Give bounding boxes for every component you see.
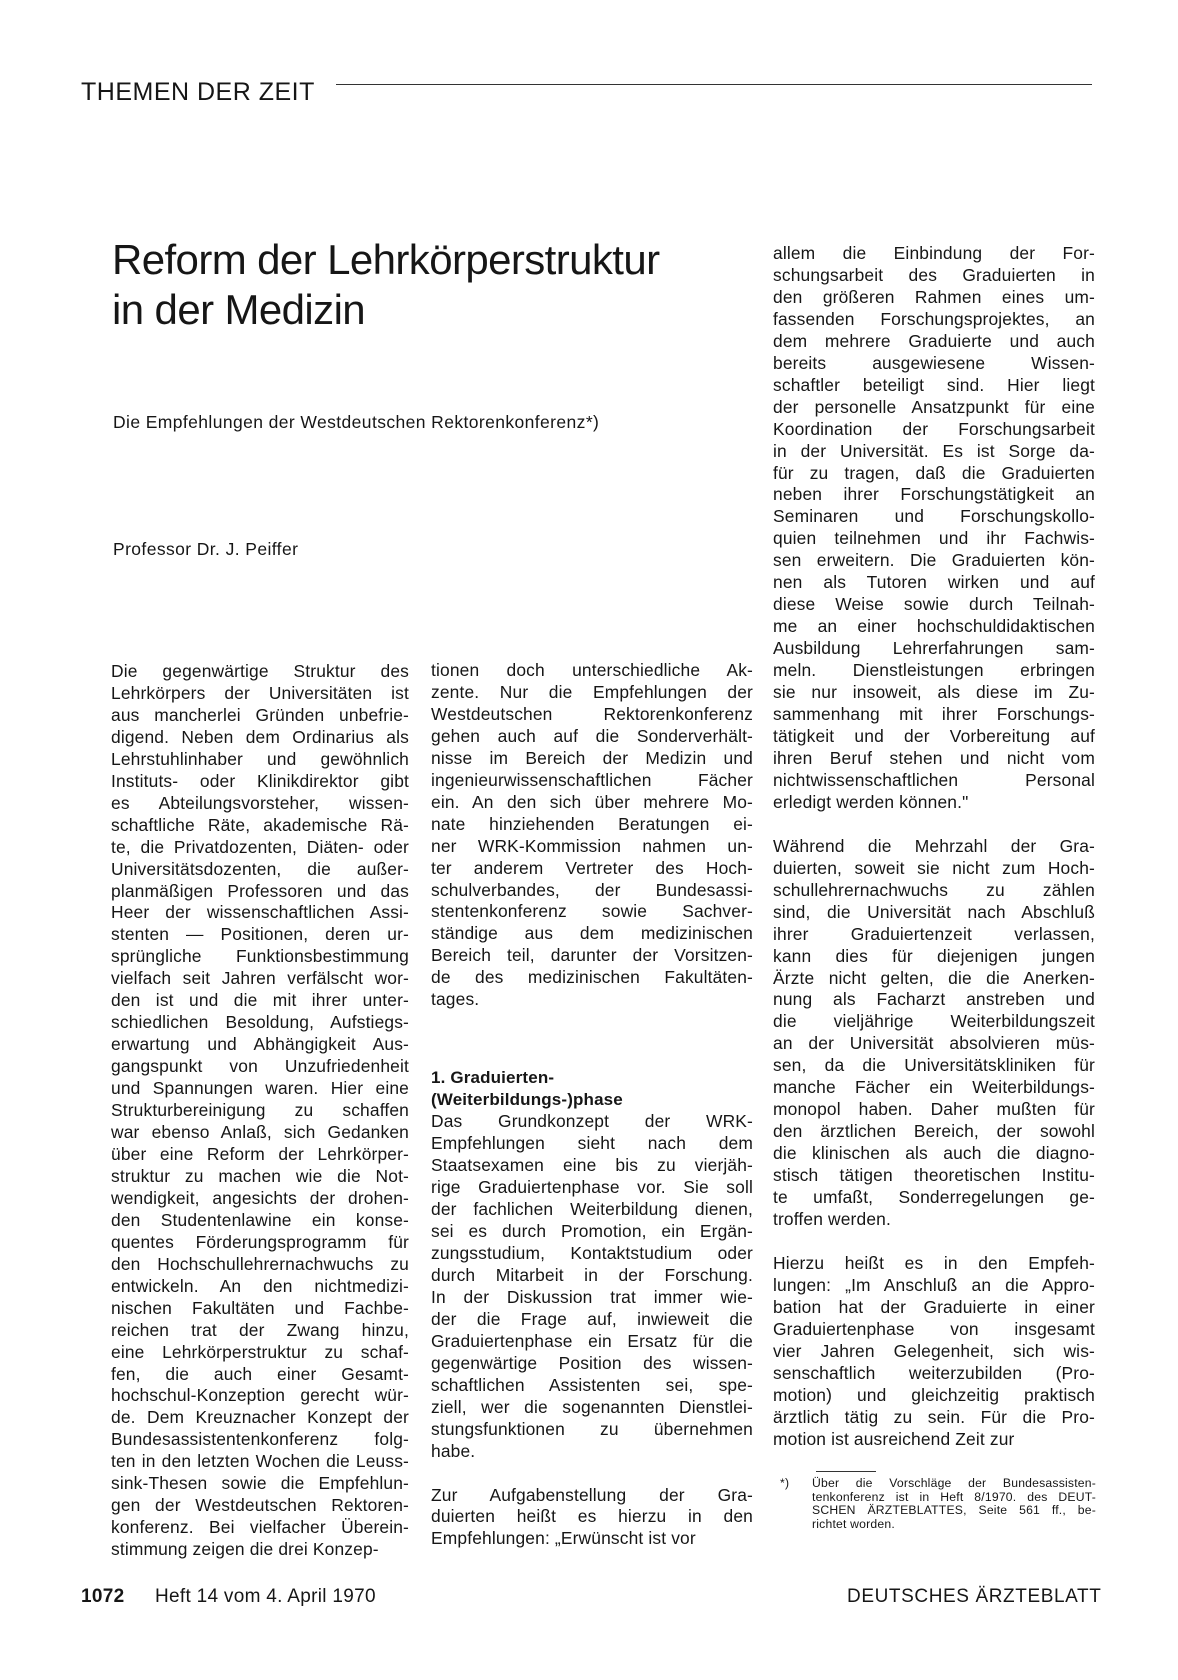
text-line: Lehrkörpers der Universitäten ist — [111, 682, 409, 703]
text-line: den Hochschullehrernachwuchs zu — [111, 1253, 409, 1274]
text-line: Hierzu heißt es in den Empfeh- — [773, 1252, 1095, 1273]
text-line: Ausbildung Lehrerfahrungen sam- — [773, 638, 1095, 659]
text-line: hochschul-Konzeption gerecht wür- — [111, 1385, 409, 1406]
text-line: Graduiertenphase von insgesamt — [773, 1318, 1095, 1339]
text-line: Bundesassistentenkonferenz folg- — [111, 1429, 409, 1450]
column-1 — [111, 661, 409, 1561]
text-line: schullehrernachwuchs zu zählen — [773, 879, 1095, 900]
text-line: die klinischen als auch die diagno- — [773, 1143, 1095, 1164]
text-line: kann dies für diejenigen jungen — [773, 945, 1095, 966]
text-line: sind, die Universität nach Abschluß — [773, 901, 1095, 922]
text-line: bereits ausgewiesene Wissen- — [773, 352, 1095, 373]
paragraph — [773, 1253, 1095, 1451]
text-line: Koordination der Forschungsarbeit — [773, 418, 1095, 439]
page-number: 1072 — [81, 1586, 125, 1607]
text-line: ein. An den sich über mehrere Mo- — [431, 791, 753, 812]
text-line: quien teilnehmen und ihr Fachwis- — [773, 528, 1095, 549]
text-line: schaftlichen Assistenten sei, spe- — [431, 1374, 753, 1395]
text-line: der die Frage auf, inwieweit die — [431, 1308, 753, 1329]
text-line: schaftliche Räte, akademische Rä- — [111, 814, 409, 835]
text-line: Zur Aufgabenstellung der Gra- — [431, 1484, 753, 1505]
text-line: digend. Neben dem Ordinarius als — [111, 726, 409, 747]
text-line: Graduiertenphase ein Ersatz für die — [431, 1330, 753, 1351]
paragraph — [431, 1485, 753, 1551]
text-line: und Spannungen waren. Hier eine — [111, 1078, 409, 1099]
text-line: habe. — [431, 1440, 476, 1461]
text-line: rige Graduiertenphase vor. Sie soll — [431, 1177, 753, 1198]
text-line: gehen auch auf die Sonderverhält- — [431, 725, 753, 746]
text-line: Seminaren und Forschungskollo- — [773, 506, 1095, 527]
text-line: ihren Beruf stehen und nicht vom — [773, 747, 1095, 768]
text-line: aus mancherlei Gründen unbefrie- — [111, 704, 409, 725]
text-line: ihrer Graduiertenzeit verlassen, — [773, 923, 1095, 944]
heading-line: 1. Graduierten- — [431, 1068, 555, 1088]
text-line: den größeren Rahmen eines um- — [773, 286, 1095, 307]
paragraph — [431, 660, 753, 1011]
journal-name: DEUTSCHES ÄRZTEBLATT — [847, 1586, 1102, 1607]
text-line: vier Jahren Gelegenheit, sich wis- — [773, 1340, 1095, 1361]
text-line: allem die Einbindung der For- — [773, 243, 1095, 263]
article-title — [112, 235, 752, 335]
text-line: stentenkonferenz sowie Sachver- — [431, 901, 753, 922]
text-line: quentes Förderungsprogramm für — [111, 1231, 409, 1252]
text-line: schaftler beteiligt sind. Hier liegt — [773, 374, 1095, 395]
text-line: Das Grundkonzept der WRK- — [431, 1111, 753, 1132]
text-line: Empfehlungen sieht nach dem — [431, 1133, 753, 1154]
text-line: zente. Nur die Empfehlungen der — [431, 681, 753, 702]
text-line: Während die Mehrzahl der Gra- — [773, 835, 1095, 856]
footnote-rule — [816, 1471, 876, 1472]
text-line: schulverbandes, der Bundesassi- — [431, 879, 753, 900]
text-line: nate hinziehenden Beratungen ei- — [431, 813, 753, 834]
footnote-mark: *) — [780, 1476, 790, 1490]
text-line: sei es durch Promotion, ein Ergän- — [431, 1221, 753, 1242]
text-line: SCHEN ÄRZTEBLATTES, Seite 561 ff., be- — [812, 1503, 1096, 1518]
text-line: sammenhang mit ihrer Forschungs- — [773, 704, 1095, 725]
text-line: Lehrstuhlinhaber und gewöhnlich — [111, 748, 409, 769]
text-line: zungsstudium, Kontaktstudium oder — [431, 1242, 753, 1263]
article-subtitle: Die Empfehlungen der Westdeutschen Rektorenkonferenz*) — [113, 412, 600, 432]
text-line: stimmung zeigen die drei Konzep- — [111, 1539, 379, 1560]
text-line: Heer der wissenschaftlichen Assi- — [111, 902, 409, 923]
text-line: nischen Fakultäten und Fachbe- — [111, 1297, 409, 1318]
text-line: Über die Vorschläge der Bundesassisten- — [812, 1476, 1096, 1490]
text-line: diese Weise sowie durch Teilnah- — [773, 594, 1095, 615]
text-line: durch Mitarbeit in der Forschung. — [431, 1264, 753, 1285]
text-line: sprüngliche Funktionsbestimmung — [111, 946, 409, 967]
text-line: ten in den letzten Wochen die Leuss- — [111, 1451, 409, 1472]
text-line: Instituts- oder Klinikdirektor gibt — [111, 770, 409, 791]
text-line: Westdeutschen Rektorenkonferenz — [431, 703, 753, 724]
text-line: ständige aus dem medizinischen — [431, 923, 753, 944]
text-line: tionen doch unterschiedliche Ak- — [431, 660, 753, 680]
text-line: bation hat der Graduierte in einer — [773, 1296, 1095, 1317]
text-line: dem mehrere Graduierte und auch — [773, 330, 1095, 351]
text-line: stungsfunktionen zu übernehmen — [431, 1418, 753, 1439]
text-line: lungen: „Im Anschluß an die Appro- — [773, 1274, 1095, 1295]
article-author: Professor Dr. J. Peiffer — [113, 539, 299, 559]
text-line: tages. — [431, 989, 480, 1010]
text-line: de des medizinischen Fakultäten- — [431, 967, 753, 988]
text-line: Ärzte nicht gelten, die die Anerken- — [773, 967, 1095, 988]
text-line: nen als Tutoren wirken und auf — [773, 572, 1095, 593]
section-header: THEMEN DER ZEIT — [81, 78, 315, 106]
text-line: ärztlich tätig zu sein. Für die Pro- — [773, 1406, 1095, 1427]
text-line: Universitätsdozenten, die außer- — [111, 858, 409, 879]
text-line: fen, die auch einer Gesamt- — [111, 1363, 409, 1384]
text-line: sink-Thesen sowie die Empfehlun- — [111, 1473, 409, 1494]
section-heading — [431, 1067, 753, 1111]
text-line: In der Diskussion trat immer wie- — [431, 1286, 753, 1307]
text-line: ingenieurwissenschaftlichen Fächer — [431, 769, 753, 790]
title-line: in der Medizin — [112, 286, 366, 333]
text-line: senschaftlich weiterzubilden (Pro- — [773, 1362, 1095, 1383]
text-line: nung als Facharzt anstreben und — [773, 989, 1095, 1010]
title-line: Reform der Lehrkörperstruktur — [112, 236, 660, 283]
text-line: wendigkeit, angesichts der drohen- — [111, 1187, 409, 1208]
text-line: die vieljährige Weiterbildungszeit — [773, 1011, 1095, 1032]
text-line: troffen werden. — [773, 1208, 891, 1229]
text-line: duierten heißt es hierzu in den — [431, 1506, 753, 1527]
text-line: Strukturbereinigung zu schaffen — [111, 1100, 409, 1121]
text-line: neben ihrer Forschungstätigkeit an — [773, 484, 1095, 505]
text-line: schungsarbeit des Graduierten in — [773, 264, 1095, 285]
text-line: ziell, wer die sogenannten Dienstlei- — [431, 1396, 753, 1417]
text-line: für zu tragen, daß die Graduierten — [773, 462, 1095, 483]
text-line: es Abteilungsvorsteher, wissen- — [111, 792, 409, 813]
text-line: richtet worden. — [812, 1516, 895, 1531]
text-line: sie nur insoweit, als diese im Zu- — [773, 682, 1095, 703]
text-line: gangspunkt von Unzufriedenheit — [111, 1056, 409, 1077]
paragraph — [773, 836, 1095, 1231]
text-line: manche Fächer ein Weiterbildungs- — [773, 1077, 1095, 1098]
text-line: meln. Dienstleistungen erbringen — [773, 660, 1095, 681]
text-line: den ärztlichen Bereich, der sowohl — [773, 1121, 1095, 1142]
text-line: nisse im Bereich der Medizin und — [431, 747, 753, 768]
text-line: in der Universität. Es ist Sorge da- — [773, 440, 1095, 461]
heading-line: (Weiterbildungs-)phase — [431, 1090, 623, 1110]
text-line: vielfach seit Jahren verfälscht wor- — [111, 968, 409, 989]
text-line: entwickeln. An den nichtmedizi- — [111, 1275, 409, 1296]
text-line: erwartung und Abhängigkeit Aus- — [111, 1034, 409, 1055]
text-line: Staatsexamen eine bis zu vierjäh- — [431, 1155, 753, 1176]
text-line: te, die Privatdozenten, Diäten- oder — [111, 836, 409, 857]
text-line: sen erweitern. Die Graduierten kön- — [773, 550, 1095, 571]
text-line: Die gegenwärtige Struktur des — [111, 661, 409, 681]
text-line: Empfehlungen: „Erwünscht ist vor — [431, 1528, 696, 1549]
text-line: Bereich teil, darunter der Vorsitzen- — [431, 945, 753, 966]
text-line: monopol haben. Daher mußten für — [773, 1099, 1095, 1120]
text-line: gen der Westdeutschen Rektoren- — [111, 1495, 409, 1516]
text-line: war ebenso Anlaß, sich Gedanken — [111, 1122, 409, 1143]
text-line: tenkonferenz ist in Heft 8/1970. des DEUT- — [812, 1489, 1096, 1504]
text-line: konferenz. Bei vielfacher Überein- — [111, 1517, 409, 1538]
text-line: te umfaßt, Sonderregelungen ge- — [773, 1187, 1095, 1208]
header-rule — [336, 84, 1092, 85]
issue-info: Heft 14 vom 4. April 1970 — [155, 1586, 376, 1607]
text-line: über eine Reform der Lehrkörper- — [111, 1143, 409, 1164]
paragraph — [111, 661, 409, 1561]
column-3 — [773, 243, 1095, 1451]
text-line: duierten, soweit sie nicht zum Hoch- — [773, 857, 1095, 878]
text-line: ner WRK-Kommission nahmen un- — [431, 835, 753, 856]
text-line: de. Dem Kreuznacher Konzept der — [111, 1407, 409, 1428]
text-line: stenten — Positionen, deren ur- — [111, 924, 409, 945]
text-line: motion) und gleichzeitig praktisch — [773, 1384, 1095, 1405]
text-line: nichtwissenschaftlichen Personal — [773, 769, 1095, 790]
text-line: ter anderem Vertreter des Hoch- — [431, 857, 753, 878]
text-line: struktur zu machen wie die Not- — [111, 1165, 409, 1186]
paragraph — [431, 1111, 753, 1462]
text-line: den Studentenlawine ein konse- — [111, 1209, 409, 1230]
text-line: stisch tätigen theoretischen Institu- — [773, 1165, 1095, 1186]
text-line: schiedlichen Besoldung, Aufstiegs- — [111, 1012, 409, 1033]
text-line: den ist und die mit ihrer unter- — [111, 990, 409, 1011]
text-line: eine Lehrkörperstruktur zu schaf- — [111, 1341, 409, 1362]
text-line: gegenwärtige Position des wissen- — [431, 1352, 753, 1373]
text-line: der personelle Ansatzpunkt für eine — [773, 396, 1095, 417]
column-2 — [431, 660, 753, 1550]
text-line: der fachlichen Weiterbildung dienen, — [431, 1199, 753, 1220]
text-line: fassenden Forschungsprojektes, an — [773, 308, 1095, 329]
footnote — [780, 1477, 1096, 1531]
text-line: reichen trat der Zwang hinzu, — [111, 1319, 409, 1340]
text-line: tätigkeit und der Vorbereitung auf — [773, 725, 1095, 746]
text-line: sen, da die Universitätskliniken für — [773, 1055, 1095, 1076]
footnote-text — [812, 1477, 1096, 1531]
text-line: motion ist ausreichend Zeit zur — [773, 1428, 1015, 1449]
text-line: me an einer hochschuldidaktischen — [773, 616, 1095, 637]
text-line: erledigt werden können." — [773, 791, 969, 812]
text-line: planmäßigen Professoren und das — [111, 880, 409, 901]
text-line: an der Universität absolvieren müs- — [773, 1033, 1095, 1054]
paragraph — [773, 243, 1095, 814]
